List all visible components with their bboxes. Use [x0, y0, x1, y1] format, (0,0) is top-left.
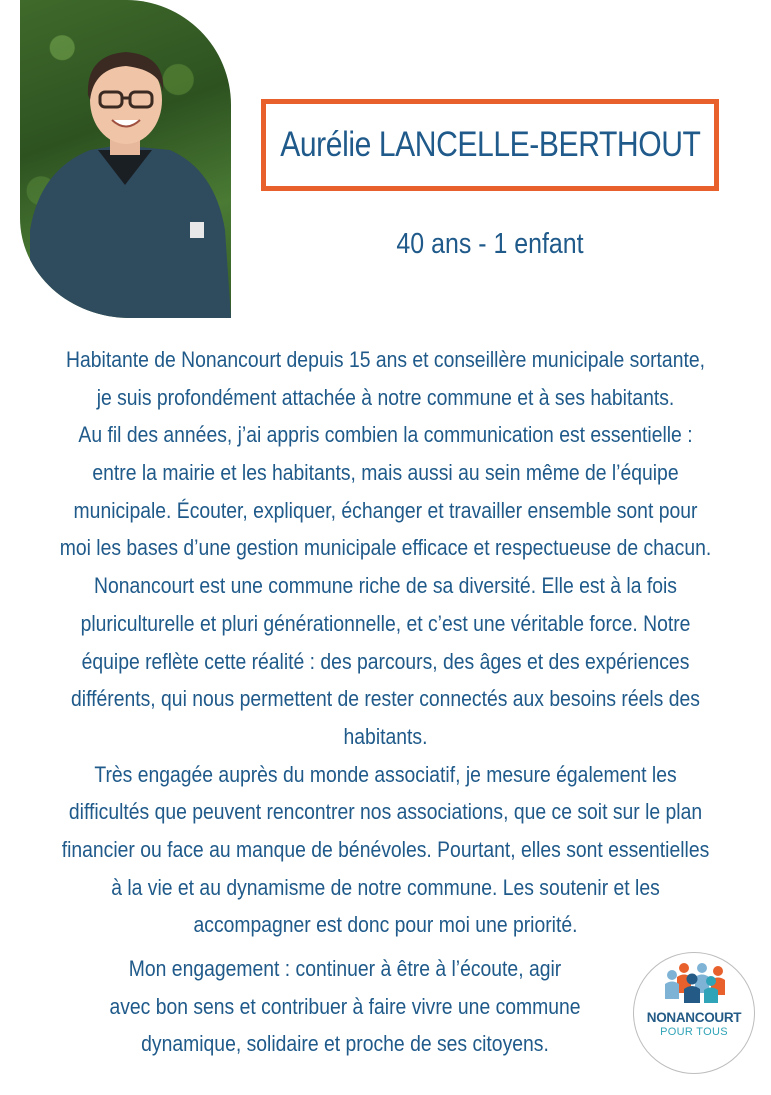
bio-line: entre la mairie et les habitants, mais aussi au sein même de l’équipe: [92, 460, 679, 486]
candidate-subtitle: 40 ans - 1 enfant: [396, 228, 584, 260]
portrait-photo: [20, 0, 231, 318]
bio-line: accompagner est donc pour moi une priorité.: [193, 912, 578, 938]
closing-line: avec bon sens et contribuer à faire vivre une commune: [109, 993, 581, 1019]
candidate-name: Aurélie LANCELLE-BERTHOUT: [279, 125, 701, 164]
bio-line: difficultés que peuvent rencontrer nos associations, que ce soit sur le plan: [68, 799, 703, 825]
bio-line: habitants.: [343, 723, 428, 749]
closing-line: dynamique, solidaire et proche de ses citoyens.: [141, 1031, 549, 1057]
bio-line: équipe reflète cette réalité : des parcours, des âges et des expériences: [81, 648, 690, 674]
bio-text: [6, 341, 765, 944]
closing-line: Mon engagement : continuer à être à l’écoute, agir: [128, 956, 562, 981]
logo-subtitle: POUR TOUS: [660, 1026, 728, 1038]
logo-title: NONANCOURT: [646, 1010, 742, 1025]
bio-line: Habitante de Nonancourt depuis 15 ans et conseillère municipale sortante,: [66, 347, 705, 372]
bio-line: Au fil des années, j’ai appris combien la communication est essentielle :: [78, 422, 693, 448]
bio-line: moi les bases d’une gestion municipale efficace et respectueuse de chacun.: [59, 535, 712, 561]
bio-line: je suis profondément attachée à notre commune et à ses habitants.: [96, 384, 675, 410]
bio-line: Très engagée auprès du monde associatif, je mesure également les: [94, 761, 677, 787]
bio-line: pluriculturelle et pluri générationnelle, et c’est une véritable force. Notre: [80, 610, 691, 636]
name-box: [261, 99, 719, 191]
bio-line: financier ou face au manque de bénévoles. Pourtant, elles sont essentielles: [61, 836, 710, 862]
closing-statement: [60, 950, 630, 1063]
bio-line: municipale. Écouter, expliquer, échanger et travailler ensemble sont pour: [73, 497, 698, 523]
nonancourt-pour-tous-logo: [633, 952, 755, 1074]
person-figure-icon: [20, 0, 231, 318]
bio-line: à la vie et au dynamisme de notre commune. Les soutenir et les: [111, 874, 660, 900]
bio-line: Nonancourt est une commune riche de sa diversité. Elle est à la fois: [94, 573, 677, 599]
bio-line: différents, qui nous permettent de rester connectés aux besoins réels des: [71, 686, 700, 712]
